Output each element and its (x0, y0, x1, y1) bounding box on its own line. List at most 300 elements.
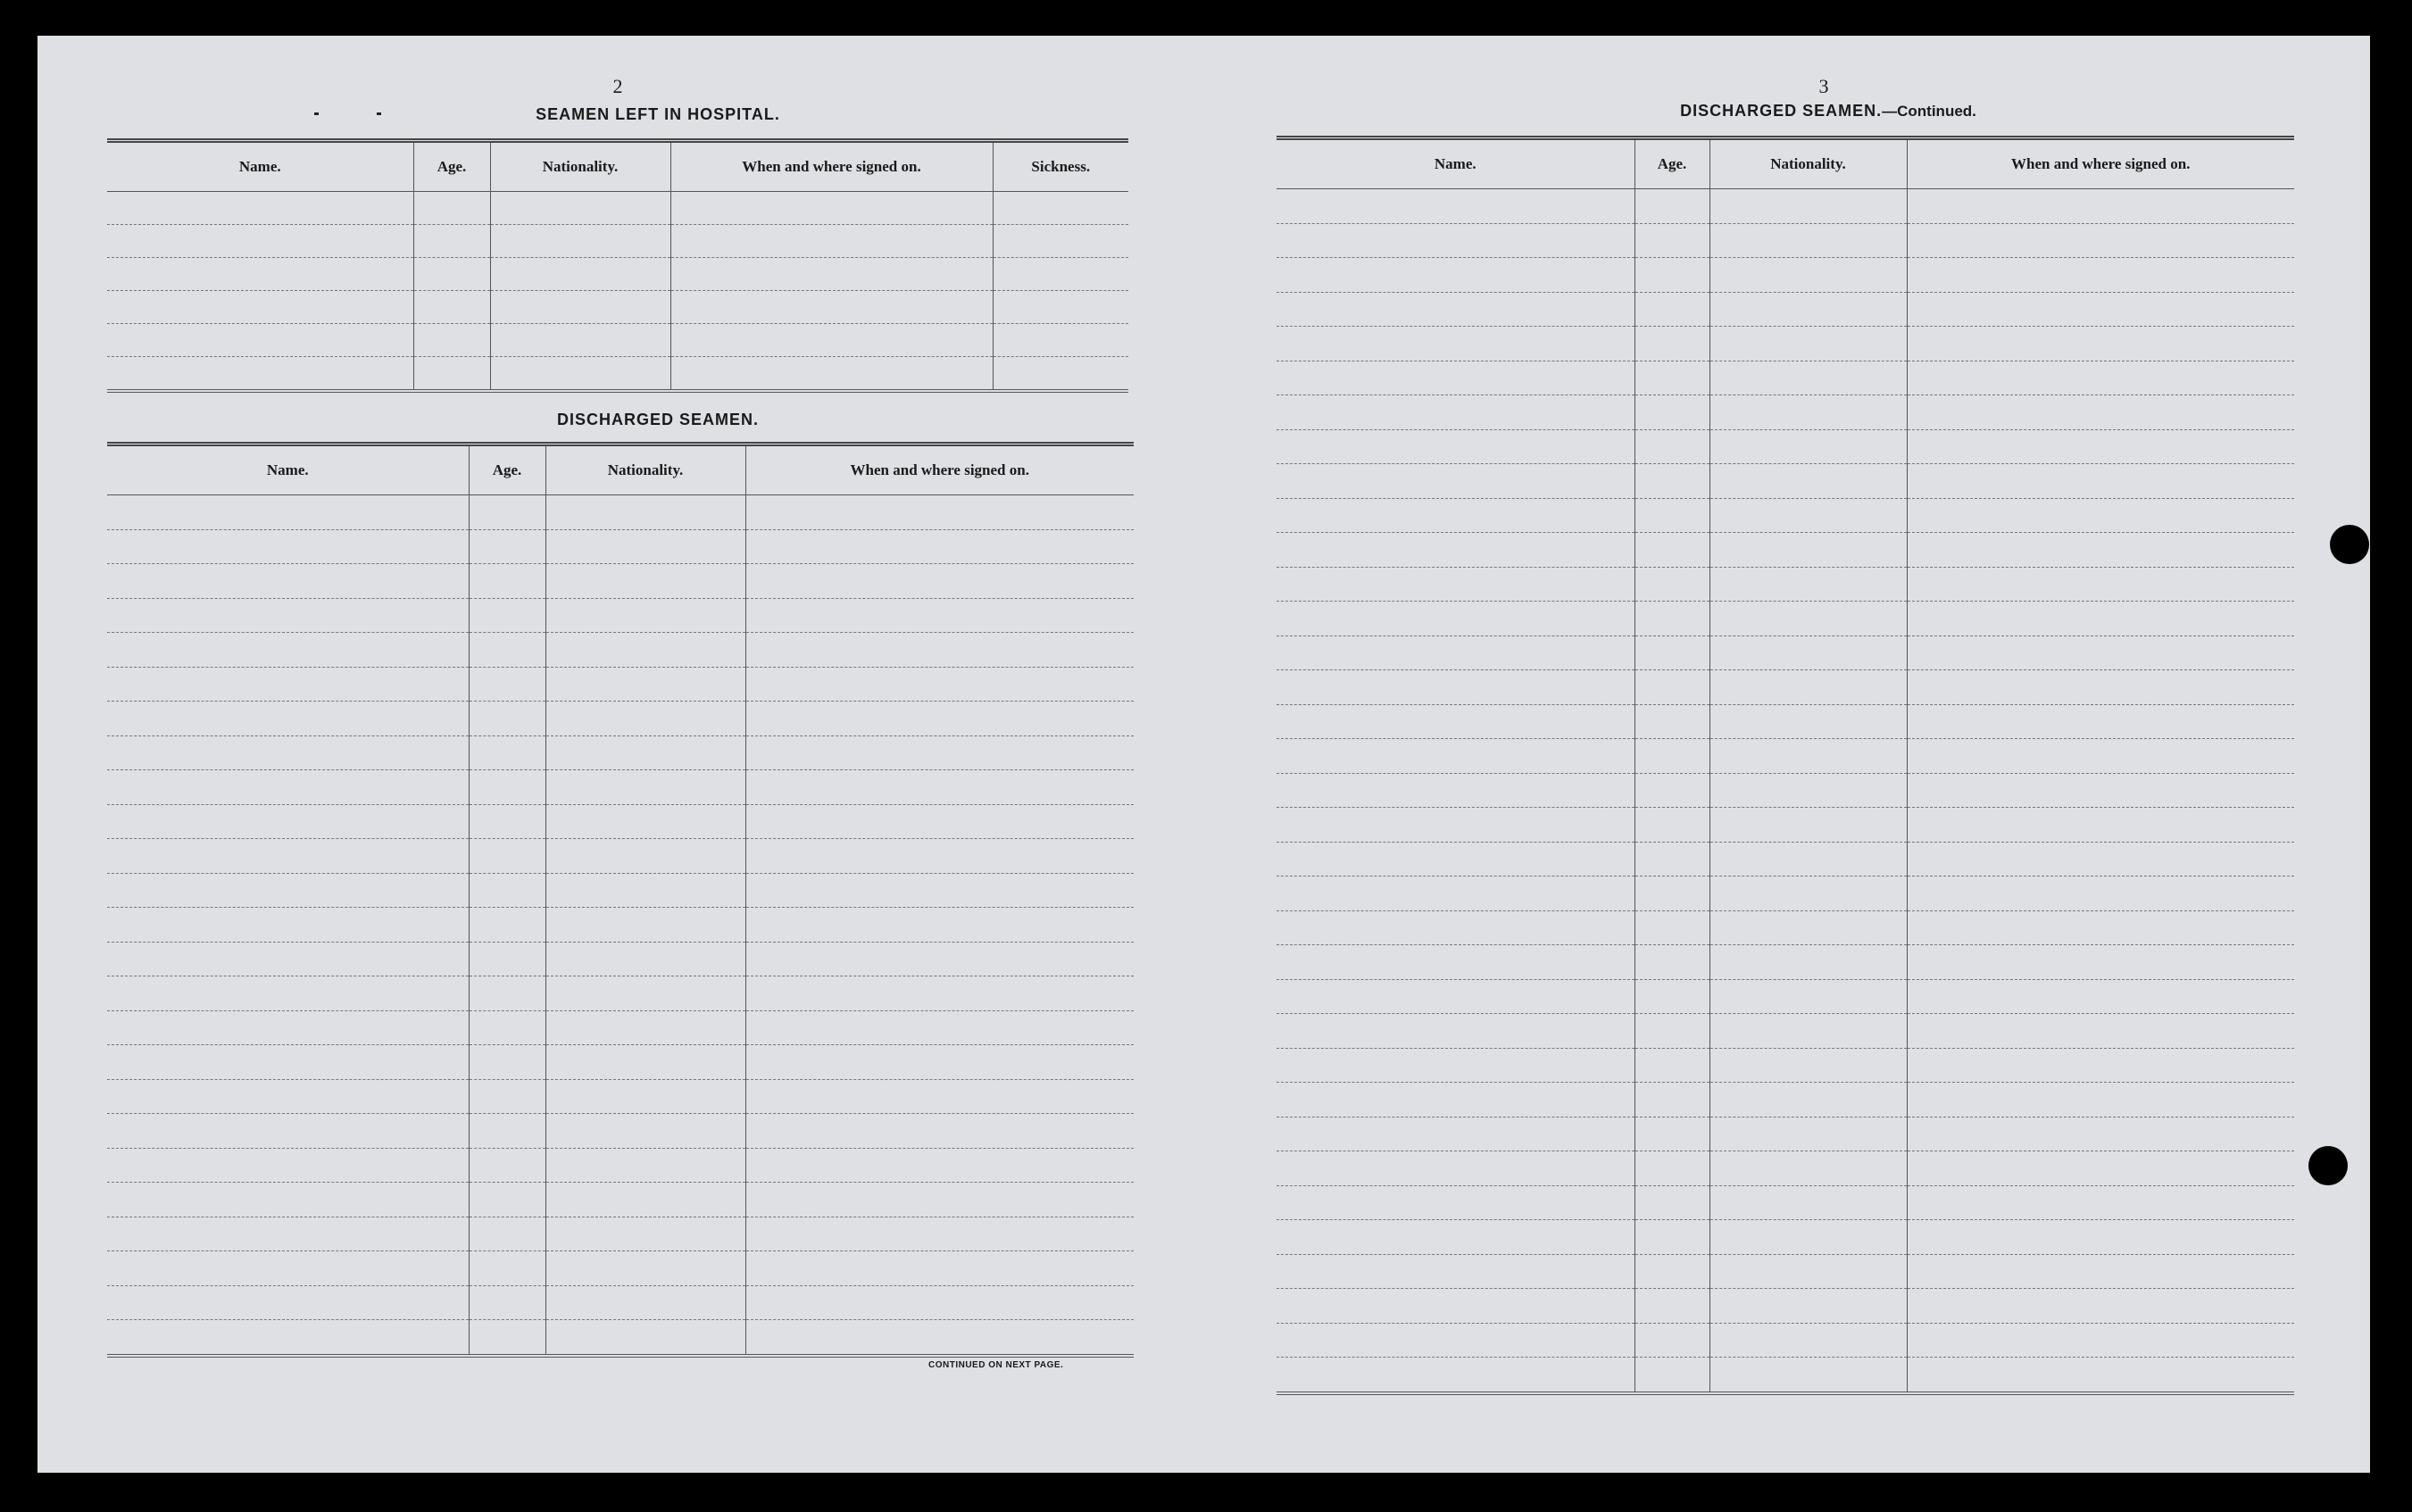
blank-cell (545, 735, 745, 770)
blank-cell (469, 1320, 545, 1356)
blank-cell (545, 1183, 745, 1217)
table-row (1277, 1358, 2294, 1393)
column-header-age: Age. (1634, 138, 1709, 189)
blank-cell (1277, 429, 1634, 464)
table-row (1277, 498, 2294, 533)
blank-cell (1634, 1185, 1709, 1220)
blank-cell (107, 1285, 469, 1320)
blank-cell (1709, 1323, 1907, 1358)
blank-cell (545, 702, 745, 736)
blank-cell (469, 1217, 545, 1251)
blank-cell (469, 495, 545, 530)
blank-cell (1907, 292, 2294, 327)
blank-cell (107, 1251, 469, 1286)
blank-cell (490, 192, 670, 225)
blank-cell (745, 1217, 1134, 1251)
blank-cell (1277, 189, 1634, 224)
column-header-name: Name. (1277, 138, 1634, 189)
table-row (107, 357, 1128, 392)
blank-cell (1634, 808, 1709, 843)
blank-cell (1907, 808, 2294, 843)
blank-cell (1277, 533, 1634, 568)
table-row (107, 804, 1134, 839)
blank-cell (1907, 1151, 2294, 1186)
blank-cell (1907, 842, 2294, 876)
blank-cell (1634, 429, 1709, 464)
blank-cell (545, 942, 745, 976)
table-row (1277, 1323, 2294, 1358)
blank-cell (469, 1114, 545, 1149)
blank-cell (1709, 395, 1907, 430)
hospital-section-title: SEAMEN LEFT IN HOSPITAL. (536, 105, 780, 123)
blank-cell (469, 1285, 545, 1320)
column-header-nationality: Nationality. (1709, 138, 1907, 189)
blank-cell (107, 1045, 469, 1080)
blank-cell (545, 667, 745, 702)
column-header-name: Name. (107, 141, 413, 192)
column-header-signed-on: When and where signed on. (745, 444, 1134, 495)
blank-cell (1907, 979, 2294, 1014)
column-header-name: Name. (107, 444, 469, 495)
blank-cell (469, 1148, 545, 1183)
blank-cell (1634, 533, 1709, 568)
blank-cell (107, 1010, 469, 1045)
blank-cell (545, 598, 745, 633)
blank-cell (745, 1010, 1134, 1045)
blank-cell (1907, 258, 2294, 293)
table-row (1277, 429, 2294, 464)
table-row (107, 735, 1134, 770)
blank-cell (745, 1251, 1134, 1286)
table-row (1277, 292, 2294, 327)
blank-cell (1634, 739, 1709, 774)
table-row (1277, 739, 2294, 774)
blank-cell (107, 598, 469, 633)
blank-cell (1907, 1220, 2294, 1255)
blank-cell (1907, 533, 2294, 568)
blank-cell (1634, 1083, 1709, 1117)
blank-cell (670, 291, 993, 324)
blank-cell (1709, 636, 1907, 670)
blank-cell (1277, 327, 1634, 361)
table-row (1277, 395, 2294, 430)
blank-cell (1634, 292, 1709, 327)
blank-cell (745, 942, 1134, 976)
blank-cell (545, 976, 745, 1011)
blank-cell (1634, 636, 1709, 670)
blank-cell (1634, 876, 1709, 911)
blank-cell (545, 1251, 745, 1286)
blank-cell (745, 735, 1134, 770)
discharged-section-title: DISCHARGED SEAMEN. (556, 411, 760, 428)
table-row (1277, 464, 2294, 499)
table-row (1277, 1220, 2294, 1255)
blank-cell (1709, 945, 1907, 980)
table-row (1277, 567, 2294, 602)
blank-cell (1709, 567, 1907, 602)
blank-cell (107, 908, 469, 943)
blank-cell (1634, 1151, 1709, 1186)
page-number: 2 (612, 75, 623, 97)
blank-cell (993, 258, 1128, 291)
blank-cell (1277, 1220, 1634, 1255)
table-row (107, 976, 1134, 1011)
blank-cell (545, 1079, 745, 1114)
table-row (107, 702, 1134, 736)
blank-cell (1634, 602, 1709, 636)
table-row (1277, 1083, 2294, 1117)
blank-cell (745, 770, 1134, 805)
blank-cell (1634, 464, 1709, 499)
table-row (107, 564, 1134, 599)
table-row (1277, 910, 2294, 945)
blank-cell (1907, 636, 2294, 670)
page-number: 3 (1818, 75, 1829, 97)
table-row (107, 225, 1128, 258)
table-row (107, 770, 1134, 805)
blank-cell (670, 258, 993, 291)
column-header-age: Age. (413, 141, 490, 192)
blank-cell (545, 1217, 745, 1251)
blank-cell (1709, 704, 1907, 739)
table-row (1277, 979, 2294, 1014)
table-row (107, 908, 1134, 943)
blank-cell (107, 564, 469, 599)
blank-cell (1277, 498, 1634, 533)
blank-cell (1709, 327, 1907, 361)
blank-cell (1634, 223, 1709, 258)
blank-cell (469, 1183, 545, 1217)
blank-cell (1277, 292, 1634, 327)
blank-cell (545, 1114, 745, 1149)
blank-cell (413, 258, 490, 291)
blank-cell (1709, 498, 1907, 533)
blank-cell (993, 291, 1128, 324)
blank-cell (1709, 1151, 1907, 1186)
blank-cell (1709, 979, 1907, 1014)
blank-cell (1634, 1014, 1709, 1049)
blank-cell (545, 908, 745, 943)
blank-cell (745, 976, 1134, 1011)
table-row (107, 667, 1134, 702)
table-row (1277, 773, 2294, 808)
right-page (1203, 36, 2370, 1473)
blank-cell (1709, 1014, 1907, 1049)
blank-cell (107, 633, 469, 668)
blank-cell (490, 324, 670, 357)
table-row (107, 291, 1128, 324)
blank-cell (107, 529, 469, 564)
column-header-signed-on: When and where signed on. (670, 141, 993, 192)
blank-cell (1709, 533, 1907, 568)
blank-cell (413, 324, 490, 357)
blank-cell (545, 1148, 745, 1183)
blank-cell (1277, 1323, 1634, 1358)
blank-cell (745, 908, 1134, 943)
blank-cell (469, 908, 545, 943)
blank-cell (1907, 1323, 2294, 1358)
blank-cell (1634, 670, 1709, 705)
blank-cell (107, 976, 469, 1011)
blank-cell (1634, 1254, 1709, 1289)
blank-cell (1277, 567, 1634, 602)
blank-cell (1634, 189, 1709, 224)
blank-cell (107, 192, 413, 225)
table-row (107, 1045, 1134, 1080)
table-row (107, 495, 1134, 530)
blank-cell (1709, 1358, 1907, 1393)
blank-cell (670, 192, 993, 225)
blank-cell (107, 735, 469, 770)
blank-cell (1709, 1185, 1907, 1220)
table-row (1277, 223, 2294, 258)
blank-cell (545, 529, 745, 564)
blank-cell (545, 770, 745, 805)
table-row (107, 529, 1134, 564)
blank-cell (545, 873, 745, 908)
column-header-age: Age. (469, 444, 545, 495)
blank-cell (1709, 670, 1907, 705)
blank-cell (1634, 1117, 1709, 1151)
blank-cell (1907, 498, 2294, 533)
blank-cell (545, 1045, 745, 1080)
table-row (1277, 602, 2294, 636)
table-row (1277, 945, 2294, 980)
blank-cell (1634, 910, 1709, 945)
blank-cell (1907, 1185, 2294, 1220)
table-row (1277, 1117, 2294, 1151)
blank-cell (1907, 876, 2294, 911)
blank-cell (1277, 876, 1634, 911)
blank-cell (469, 735, 545, 770)
table-row (1277, 1151, 2294, 1186)
table-row (107, 192, 1128, 225)
table-row (1277, 189, 2294, 224)
blank-cell (1634, 979, 1709, 1014)
blank-cell (993, 324, 1128, 357)
blank-cell (993, 357, 1128, 392)
blank-cell (469, 564, 545, 599)
blank-cell (413, 291, 490, 324)
table-row (107, 1114, 1134, 1149)
blank-cell (1907, 361, 2294, 395)
blank-cell (1709, 1048, 1907, 1083)
blank-cell (1277, 1083, 1634, 1117)
blank-cell (1709, 842, 1907, 876)
blank-cell (1277, 945, 1634, 980)
blank-cell (469, 598, 545, 633)
table-row (1277, 361, 2294, 395)
blank-cell (490, 258, 670, 291)
blank-cell (107, 1114, 469, 1149)
blank-cell (469, 839, 545, 874)
blank-cell (1634, 361, 1709, 395)
blank-cell (545, 633, 745, 668)
blank-cell (413, 192, 490, 225)
table-row (1277, 533, 2294, 568)
blank-cell (1277, 258, 1634, 293)
blank-cell (1907, 429, 2294, 464)
blank-cell (1277, 361, 1634, 395)
blank-cell (745, 564, 1134, 599)
blank-cell (993, 225, 1128, 258)
document-sheet (37, 36, 2370, 1473)
table-row (1277, 1289, 2294, 1324)
blank-cell (745, 1114, 1134, 1149)
blank-cell (1907, 1083, 2294, 1117)
blank-cell (1634, 945, 1709, 980)
blank-cell (1277, 1185, 1634, 1220)
blank-cell (1277, 808, 1634, 843)
blank-cell (107, 804, 469, 839)
blank-cell (1709, 876, 1907, 911)
blank-cell (107, 324, 413, 357)
table-row (1277, 670, 2294, 705)
blank-cell (745, 873, 1134, 908)
blank-cell (1277, 704, 1634, 739)
blank-cell (1709, 602, 1907, 636)
blank-cell (1277, 910, 1634, 945)
blank-cell (545, 1320, 745, 1356)
punch-hole (2330, 525, 2369, 564)
blank-cell (1709, 739, 1907, 774)
blank-cell (1709, 429, 1907, 464)
hospital-table (107, 138, 1128, 393)
discharged-continued-title (1551, 102, 2105, 120)
blank-cell (107, 873, 469, 908)
blank-cell (1634, 567, 1709, 602)
blank-cell (545, 1285, 745, 1320)
blank-cell (107, 702, 469, 736)
blank-cell (107, 1183, 469, 1217)
blank-cell (745, 495, 1134, 530)
table-row (107, 839, 1134, 874)
table-row (107, 942, 1134, 976)
blank-cell (1634, 1048, 1709, 1083)
discharged-continued-table (1277, 136, 2294, 1395)
blank-cell (1709, 910, 1907, 945)
blank-cell (469, 976, 545, 1011)
table-row (1277, 842, 2294, 876)
blank-cell (1709, 1289, 1907, 1324)
table-row (107, 1010, 1134, 1045)
blank-cell (107, 1320, 469, 1356)
blank-cell (1907, 910, 2294, 945)
blank-cell (490, 225, 670, 258)
blank-cell (107, 839, 469, 874)
blank-cell (107, 770, 469, 805)
blank-cell (745, 1045, 1134, 1080)
blank-cell (1634, 258, 1709, 293)
blank-cell (1277, 464, 1634, 499)
blank-cell (1277, 1254, 1634, 1289)
table-row (1277, 1185, 2294, 1220)
blank-cell (1634, 1358, 1709, 1393)
blank-cell (1907, 773, 2294, 808)
blank-cell (1709, 773, 1907, 808)
blank-cell (107, 1079, 469, 1114)
left-page (37, 36, 1203, 1473)
blank-cell (1709, 223, 1907, 258)
blank-cell (1907, 464, 2294, 499)
blank-cell (413, 357, 490, 392)
blank-cell (1709, 258, 1907, 293)
blank-cell (545, 564, 745, 599)
table-row (107, 1285, 1134, 1320)
blank-cell (745, 1079, 1134, 1114)
blank-cell (1277, 1117, 1634, 1151)
blank-cell (413, 225, 490, 258)
blank-cell (1907, 739, 2294, 774)
table-row (107, 258, 1128, 291)
blank-cell (1277, 773, 1634, 808)
blank-cell (1634, 773, 1709, 808)
table-row (107, 1183, 1134, 1217)
discharged-table (107, 442, 1134, 1358)
title-suffix: —Continued. (1882, 103, 1976, 120)
blank-cell (1907, 567, 2294, 602)
blank-cell (1709, 292, 1907, 327)
blank-cell (490, 291, 670, 324)
blank-cell (1634, 1220, 1709, 1255)
table-row (1277, 704, 2294, 739)
table-row (107, 1148, 1134, 1183)
blank-cell (490, 357, 670, 392)
table-row (1277, 808, 2294, 843)
table-row (1277, 327, 2294, 361)
blank-cell (1907, 1358, 2294, 1393)
blank-cell (1277, 739, 1634, 774)
blank-cell (1709, 808, 1907, 843)
blank-cell (1907, 704, 2294, 739)
blank-cell (469, 873, 545, 908)
blank-cell (1277, 1048, 1634, 1083)
blank-cell (1277, 842, 1634, 876)
blank-cell (107, 1148, 469, 1183)
blank-cell (1634, 704, 1709, 739)
blank-cell (1277, 670, 1634, 705)
blank-cell (1709, 1254, 1907, 1289)
table-row (1277, 1254, 2294, 1289)
blank-cell (469, 1079, 545, 1114)
blank-cell (469, 702, 545, 736)
blank-cell (1907, 945, 2294, 980)
blank-cell (107, 357, 413, 392)
blank-cell (107, 942, 469, 976)
blank-cell (1277, 395, 1634, 430)
blank-cell (1277, 1289, 1634, 1324)
blank-cell (469, 633, 545, 668)
blank-cell (1907, 223, 2294, 258)
table-row (107, 324, 1128, 357)
blank-cell (469, 1251, 545, 1286)
table-row (107, 1320, 1134, 1356)
blank-cell (107, 291, 413, 324)
column-header-nationality: Nationality. (545, 444, 745, 495)
column-header-sickness: Sickness. (993, 141, 1128, 192)
blank-cell (469, 1010, 545, 1045)
blank-cell (1907, 1289, 2294, 1324)
blank-cell (1709, 361, 1907, 395)
blank-cell (1277, 1014, 1634, 1049)
blank-cell (1907, 1254, 2294, 1289)
blank-cell (1277, 1358, 1634, 1393)
table-row (107, 1217, 1134, 1251)
blank-cell (1907, 189, 2294, 224)
blank-cell (1907, 327, 2294, 361)
blank-cell (107, 667, 469, 702)
blank-cell (1709, 1083, 1907, 1117)
